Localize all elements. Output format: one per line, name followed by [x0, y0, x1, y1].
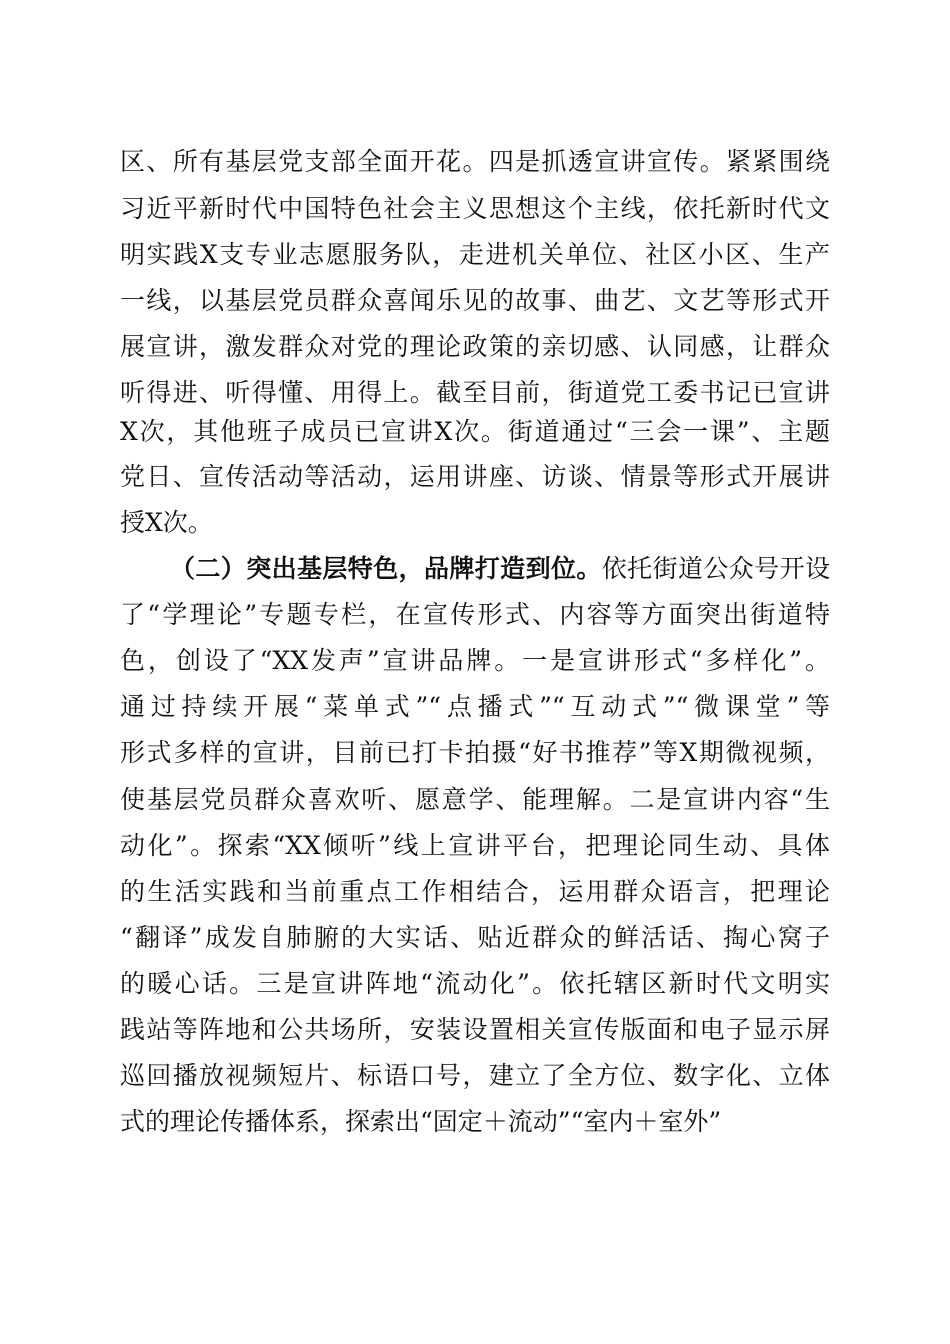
body-text-line: 使基层党员群众喜欢听、愿意学、能理解。二是宣讲内容“生 [120, 785, 830, 814]
body-text-line: 习近平新时代中国特色社会主义思想这个主线，依托新时代文 [120, 194, 830, 223]
body-text-line: X次，其他班子成员已宣讲X次。街道通过“三会一课”、主题 [120, 417, 830, 446]
body-text-line: 明实践X支专业志愿服务队，走进机关单位、社区小区、生产 [120, 240, 830, 269]
body-text-line: 巡回播放视频短片、标语口号，建立了全方位、数字化、立体 [120, 1061, 830, 1090]
body-text-line: 听得进、听得懂、用得上。截至目前，街道党工委书记已宣讲 [120, 378, 830, 407]
body-text-line: 了“学理论”专题专栏，在宣传形式、内容等方面突出街道特 [120, 600, 830, 629]
body-text-line: 践站等阵地和公共场所，安装设置相关宣传版面和电子显示屏 [120, 1015, 830, 1044]
body-text-line: 区、所有基层党支部全面开花。四是抓透宣讲宣传。紧紧围绕 [120, 147, 830, 176]
body-text-line: “翻译”成发自肺腑的大实话、贴近群众的鲜活话、掏心窝子 [120, 923, 830, 952]
body-text-line: 一线，以基层党员群众喜闻乐见的故事、曲艺、文艺等形式开 [120, 286, 830, 315]
section-heading-line [170, 551, 830, 587]
body-text-line: 展宣讲，激发群众对党的理论政策的亲切感、认同感，让群众 [120, 332, 830, 361]
body-text-line: 动化”。探索“XX倾听”线上宣讲平台，把理论同生动、具体 [120, 831, 830, 860]
body-text-line: 党日、宣传活动等活动，运用讲座、访谈、情景等形式开展讲 [120, 462, 830, 491]
body-text-line: 色，创设了“XX发声”宣讲品牌。一是宣讲形式“多样化”。 [120, 646, 830, 675]
body-text: 依托街道公众号开设 [601, 554, 830, 583]
body-text-line: 授X次。 [120, 508, 213, 537]
section-heading: （二）突出基层特色，品牌打造到位。 [170, 554, 602, 583]
body-text-line: 形式多样的宣讲，目前已打卡拍摄“好书推荐”等X期微视频， [120, 738, 830, 767]
body-text-line: 式的理论传播体系，探索出“固定＋流动”“室内＋室外” [120, 1107, 722, 1136]
body-text-line: 的暖心话。三是宣讲阵地“流动化”。依托辖区新时代文明实 [120, 969, 830, 998]
body-text-line: 通过持续开展“菜单式”“点播式”“互动式”“微课堂”等 [120, 692, 830, 721]
body-text-line: 的生活实践和当前重点工作相结合，运用群众语言，把理论 [120, 877, 830, 906]
